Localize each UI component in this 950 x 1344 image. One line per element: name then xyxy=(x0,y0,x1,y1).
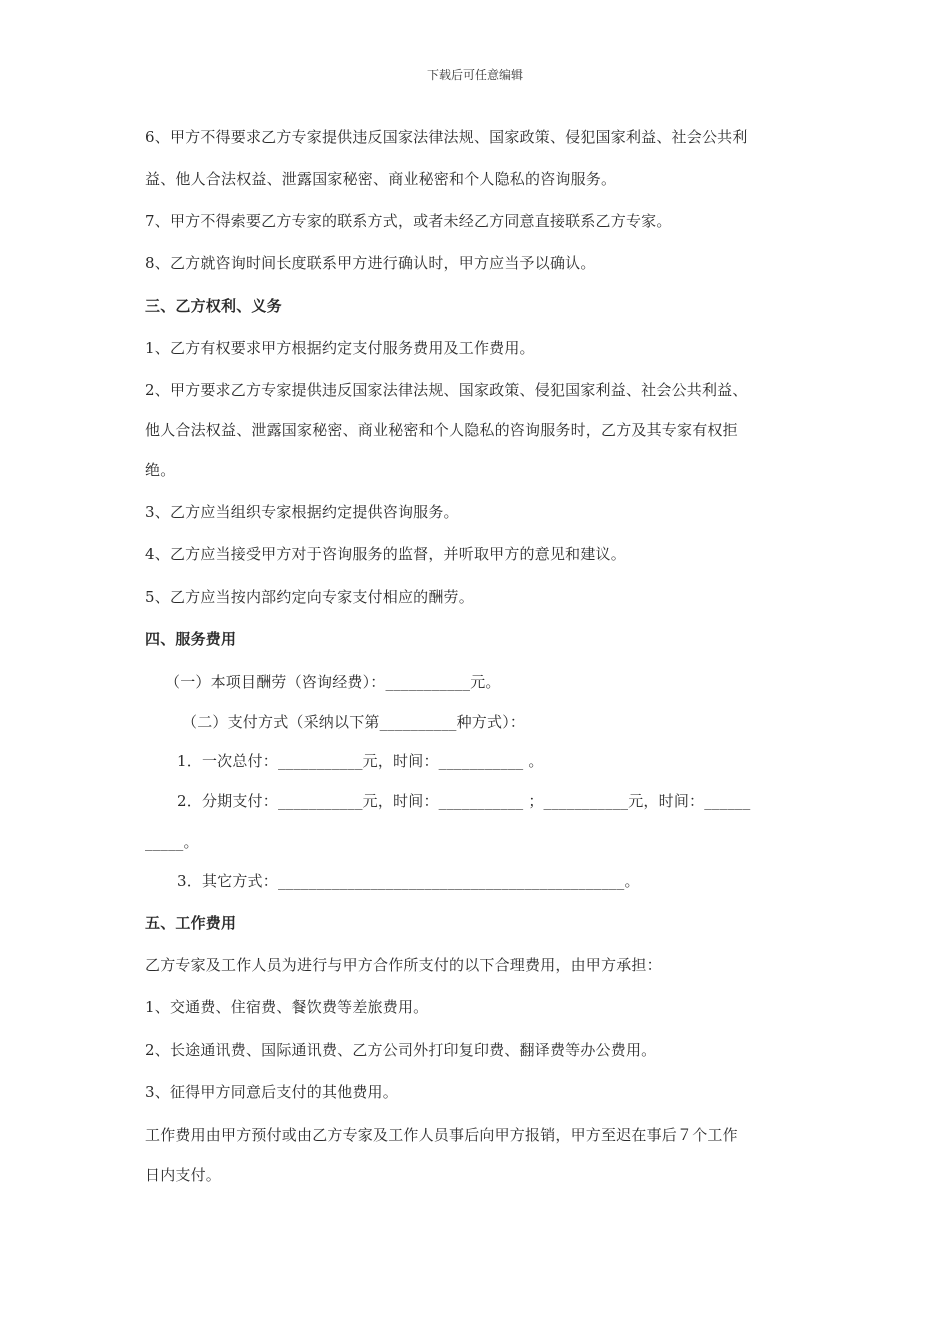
clause-line: 日内支付。 xyxy=(145,1166,222,1184)
section-heading: 三、乙方权利、义务 xyxy=(145,297,282,315)
clause-line: 工作费用由甲方预付或由乙方专家及工作人员事后向甲方报销，甲方至迟在事后７个工作 xyxy=(145,1126,738,1144)
clause-line: 4、乙方应当接受甲方对于咨询服务的监督，并听取甲方的意见和建议。 xyxy=(145,545,626,563)
clause-line: 3、乙方应当组织专家根据约定提供咨询服务。 xyxy=(145,503,459,521)
clause-line: 3、征得甲方同意后支付的其他费用。 xyxy=(145,1083,398,1101)
payment-option-line: 3．其它方式：_____________________________________________。 xyxy=(177,872,640,890)
fee-line: （一）本项目酬劳（咨询经费）：___________元。 xyxy=(165,673,501,691)
payment-option-line: 2．分期支付：___________元，时间：___________ ；___________元，时间：______ xyxy=(177,792,751,810)
payment-method-line: （二）支付方式（采纳以下第__________种方式）： xyxy=(182,713,526,731)
clause-line: 1、乙方有权要求甲方根据约定支付服务费用及工作费用。 xyxy=(145,339,535,357)
clause-line: 8、乙方就咨询时间长度联系甲方进行确认时，甲方应当予以确认。 xyxy=(145,254,596,272)
clause-line: 他人合法权益、泄露国家秘密、商业秘密和个人隐私的咨询服务时，乙方及其专家有权拒 xyxy=(145,421,738,439)
payment-option-line: 1．一次总付：___________元，时间：___________ 。 xyxy=(177,752,544,770)
page-header-note: 下载后可任意编辑 xyxy=(426,68,523,82)
clause-line: 乙方专家及工作人员为进行与甲方合作所支付的以下合理费用，由甲方承担： xyxy=(145,956,662,974)
section-heading: 四、服务费用 xyxy=(145,630,237,648)
clause-line: 2、长途通讯费、国际通讯费、乙方公司外打印复印费、翻译费等办公费用。 xyxy=(145,1041,657,1059)
section-heading: 五、工作费用 xyxy=(145,914,237,932)
clause-line: 5、乙方应当按内部约定向专家支付相应的酬劳。 xyxy=(145,588,474,606)
clause-line: 6、甲方不得要求乙方专家提供违反国家法律法规、国家政策、侵犯国家利益、社会公共利 xyxy=(145,128,748,146)
clause-line: 2、甲方要求乙方专家提供违反国家法律法规、国家政策、侵犯国家利益、社会公共利益、 xyxy=(145,381,748,399)
clause-line: 1、交通费、住宿费、餐饮费等差旅费用。 xyxy=(145,998,429,1016)
clause-line: 益、他人合法权益、泄露国家秘密、商业秘密和个人隐私的咨询服务。 xyxy=(145,170,617,188)
clause-line: 绝。 xyxy=(145,461,176,479)
payment-option-line: _____。 xyxy=(145,833,199,851)
clause-line: 7、甲方不得索要乙方专家的联系方式，或者未经乙方同意直接联系乙方专家。 xyxy=(145,212,672,230)
